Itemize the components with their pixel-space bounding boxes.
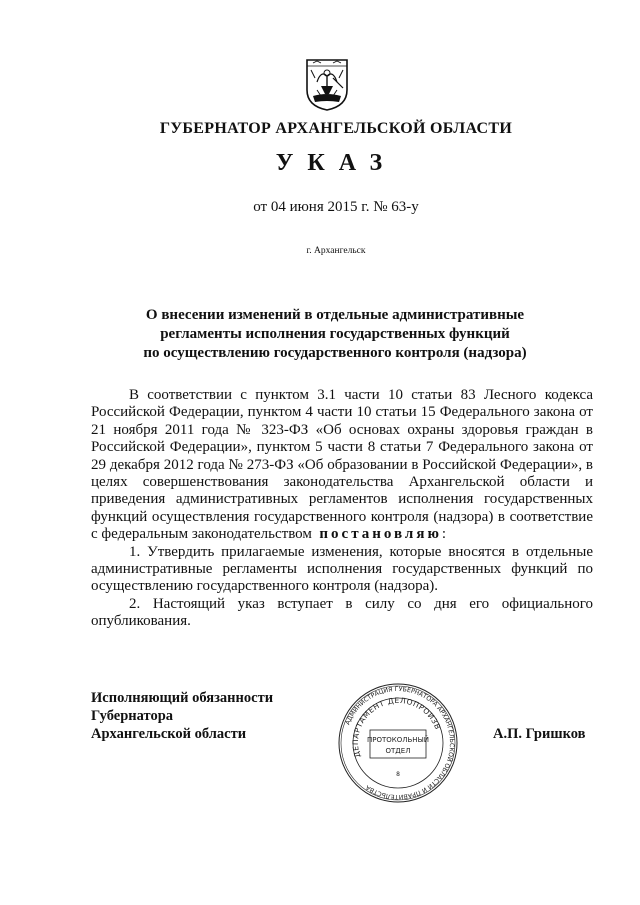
decree-colon: : — [441, 526, 447, 543]
signatory-position-line: Архангельской области — [91, 726, 247, 742]
stamp-outer-textpath: АДМИНИСТРАЦИЯ ГУБЕРНАТОРА АРХАНГЕЛЬСКОЙ ОБЛАСТИ И ПРАВИТЕЛЬСТВА — [344, 685, 456, 801]
stamp-inner-textpath: ДЕПАРТАМЕНТ ДЕЛОПРОИЗВОДСТВА — [350, 695, 443, 759]
coat-of-arms-icon — [303, 56, 351, 112]
signatory-position — [91, 689, 331, 743]
heading-line: регламенты исполнения государственных функций — [160, 326, 510, 342]
preamble-paragraph — [91, 387, 593, 544]
heading-line: по осуществлению государственного контроля (надзора) — [143, 345, 527, 361]
stamp-center-line-2: ОТДЕЛ — [385, 747, 411, 755]
decree-item-1: 1. Утвердить прилагаемые изменения, которые вносятся в отдельные административные регламенты исполнения государственных функций по осуществлению государственного контроля (надзора). — [91, 543, 593, 595]
heading-line: О внесении изменений в отдельные административные — [145, 307, 525, 323]
document-date-number: от 04 июня 2015 г. № 63-у — [253, 199, 419, 215]
stamp-number: 8 — [396, 771, 400, 778]
signatory-position-line: Губернатора — [91, 708, 174, 724]
decree-word: постановляю — [319, 526, 442, 543]
document-type: УКАЗ — [275, 150, 397, 176]
stamp-center-line-1: ПРОТОКОЛЬНЫЙ — [366, 736, 430, 744]
signatory-name: А.П. Гришков — [493, 726, 586, 742]
preamble-text: В соответствии с пунктом 3.1 части 10 статьи 83 Лесного кодекса Российской Федерации, пунктом 4 части 10 статьи 15 Федерального закона от 21 ноября 2011 года № 323-ФЗ «Об основах охраны здоровья граждан в Российской Федерации», пунктом 5 части 8 статьи 7 Федерального закона от 29 декабря 2012 года № 273-ФЗ «Об образовании в Российской Федерации», в целях совершенствования законодательства Архангельской области и приведения административных регламентов исполнения государственных функций осуществления государственного контроля (надзора) в соответствие с федеральным законодательством — [91, 387, 593, 543]
issuer-title: ГУБЕРНАТОР АРХАНГЕЛЬСКОЙ ОБЛАСТИ — [159, 120, 513, 137]
decree-item-2: 2. Настоящий указ вступает в силу со дня его официального опубликования. — [91, 595, 593, 630]
document-heading — [100, 306, 570, 363]
document-body — [91, 387, 593, 631]
official-stamp — [337, 682, 459, 804]
signatory-position-line: Исполняющий обязанности — [91, 690, 274, 706]
document-place: г. Архангельск — [306, 246, 366, 256]
